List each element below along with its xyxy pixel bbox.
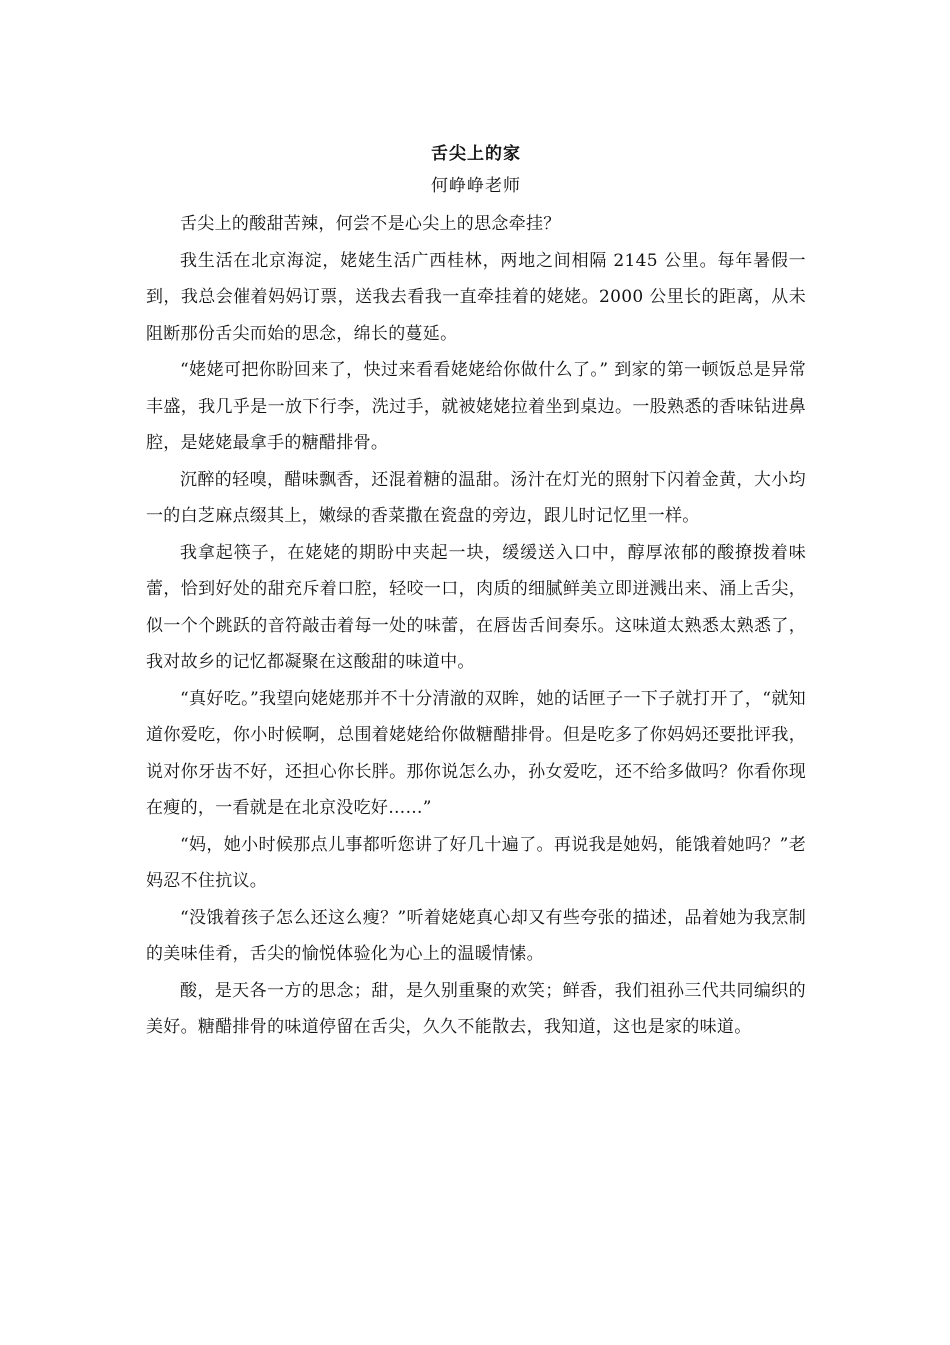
paragraph: 舌尖上的酸甜苦辣，何尝不是心尖上的思念牵挂？: [180, 214, 561, 234]
paragraph: 我生活在北京海淀，姥姥生活广西桂林，两地之间相隔 2145 公里。每年暑假一到，我总会催着妈妈订票，送我去看我一直牵挂着的姥姥。2000 公里长的距离，从未阻断那份舌尖而始的思念，绵长的蔓延。: [146, 250, 806, 344]
paragraph: “妈，她小时候那点儿事都听您讲了好几十遍了。再说我是她妈，能饿着她吗？”老妈忍不住抗议。: [146, 834, 806, 891]
document-title: 舌尖上的家: [431, 144, 521, 164]
paragraph: 酸，是天各一方的思念；甜，是久别重聚的欢笑；鲜香，我们祖孙三代共同编织的美好。糖醋排骨的味道停留在舌尖，久久不能散去，我知道，这也是家的味道。: [146, 980, 806, 1037]
paragraph: “真好吃。”我望向姥姥那并不十分清澈的双眸，她的话匣子一下子就打开了，“就知道你爱吃，你小时候啊，总围着姥姥给你做糖醋排骨。但是吃多了你妈妈还要批评我，说对你牙齿不好，还担心你长胖。那你说怎么办，孙女爱吃，还不给多做吗？你看你现在瘦的，一看就是在北京没吃好……”: [146, 688, 806, 818]
paragraph: 沉醉的轻嗅，醋味飘香，还混着糖的温甜。汤汁在灯光的照射下闪着金黄，大小均一的白芝麻点缀其上，嫩绿的香菜撒在瓷盘的旁边，跟儿时记忆里一样。: [146, 469, 806, 526]
paragraph: “没饿着孩子怎么还这么瘦？”听着姥姥真心却又有些夸张的描述，品着她为我烹制的美味佳肴，舌尖的愉悦体验化为心上的温暖情愫。: [146, 907, 806, 964]
paragraph: “姥姥可把你盼回来了，快过来看看姥姥给你做什么了。” 到家的第一顿饭总是异常丰盛，我几乎是一放下行李，洗过手，就被姥姥拉着坐到桌边。一股熟悉的香味钻进鼻腔，是姥姥最拿手的糖醋排骨。: [146, 360, 806, 453]
document-author: 何峥峥老师: [431, 176, 521, 196]
document-page: [146, 140, 806, 1046]
paragraph: 我拿起筷子，在姥姥的期盼中夹起一块，缓缓送入口中，醇厚浓郁的酸撩拨着味蕾，恰到好处的甜充斥着口腔，轻咬一口，肉质的细腻鲜美立即迸溅出来、涌上舌尖，似一个个跳跃的音符敲击着每一处的味蕾，在唇齿舌间奏乐。这味道太熟悉太熟悉了，我对故乡的记忆都凝聚在这酸甜的味道中。: [146, 542, 806, 672]
